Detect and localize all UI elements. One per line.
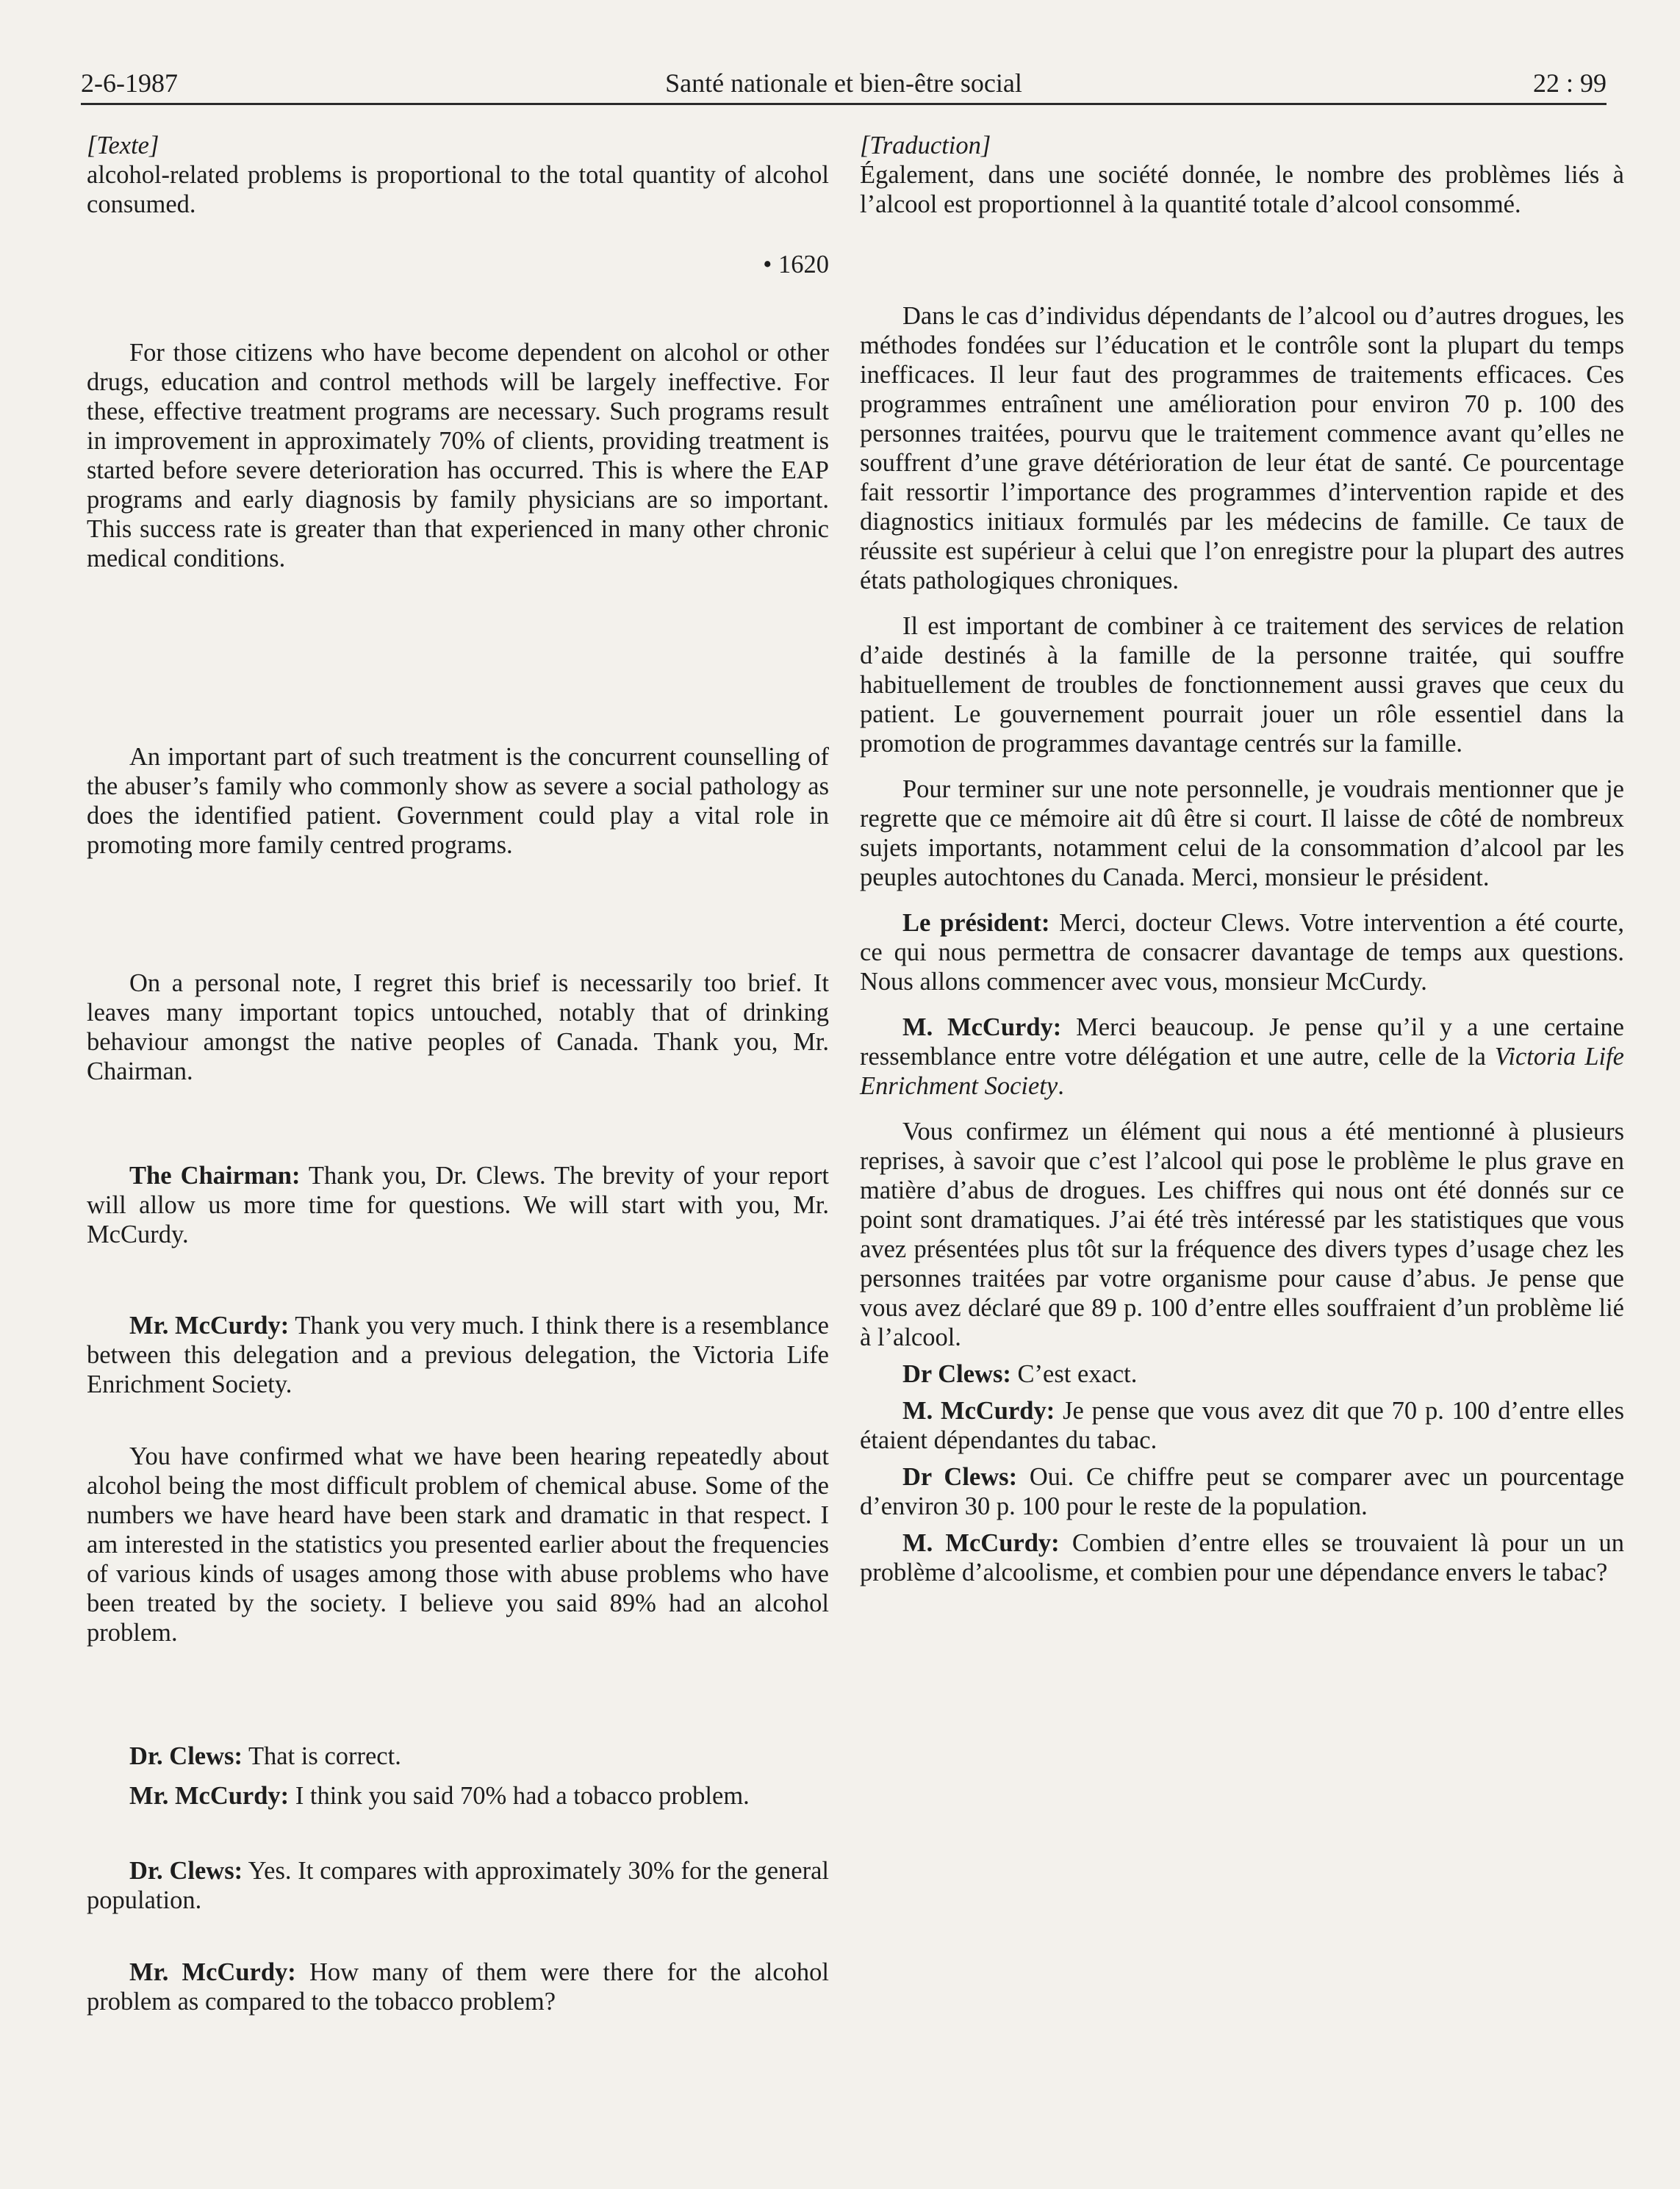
header-date: 2-6-1987	[81, 68, 178, 98]
french-paragraph-8	[860, 1359, 1624, 1389]
page-header	[81, 68, 1607, 104]
french-paragraph-1: Également, dans une société donnée, le nombre des problèmes liés à l’alcool est proportionnel à la quantité totale d’alcool consommé.	[860, 161, 1624, 218]
speaker-mccurdy: M. McCurdy:	[902, 1397, 1055, 1425]
speech-text: C’est exact.	[1010, 1360, 1138, 1388]
french-paragraph-7: Vous confirmez un élément qui nous a été mentionné à plusieurs reprises, à savoir que c’est l’alcool qui pose le problème le plus grave en matière d’abus de drogues. Les chiffres qui nous ont été donnés sur ce point sont dramatiques. J’ai été très intéressé par les statistiques que vous avez présentées plus tôt sur la fréquence des divers types d’usage chez les personnes traitées par votre organisme pour cause d’abus. Je pense que vous avez déclaré que 89 p. 100 d’entre elles souffraient d’un problème lié à l’alcool.	[860, 1118, 1624, 1351]
french-paragraph-9	[860, 1396, 1624, 1455]
speech-text: Combien d’entre elles se trouvaient là pour un un problème d’alcoolisme, et combien pour une dépendance envers le tabac?	[860, 1529, 1624, 1586]
french-paragraph-3: Il est important de combiner à ce traitement des services de relation d’aide destinés à la famille de la personne traitée, qui souffre habituellement de troubles de fonctionnement aussi graves que ceux du patient. Le gouvernement pourrait jouer un rôle essentiel dans la promotion de programmes davantage centrés sur la famille.	[860, 612, 1624, 758]
header-title: Santé nationale et bien-être social	[665, 68, 1022, 98]
speaker-mccurdy: Mr. McCurdy:	[129, 1958, 296, 1986]
french-paragraph-11	[860, 1528, 1624, 1587]
speaker-chairman: The Chairman:	[129, 1162, 301, 1190]
english-paragraph-7: You have confirmed what we have been hearing repeatedly about alcohol being the most difficult problem of chemical abuse. Some of the numbers we have heard have been stark and dramatic in that respect. I am interested in the statistics you presented earlier about the frequencies of various kinds of usages among those with abuse problems who have been treated by the society. I believe you said 89% had an alcohol problem.	[87, 1442, 829, 1647]
speaker-clews: Dr Clews:	[902, 1463, 1018, 1491]
english-paragraph-1: alcohol-related problems is proportional to the total quantity of alcohol consumed.	[87, 161, 829, 218]
speech-text: Merci, docteur Clews. Votre intervention a été courte, ce qui nous permettra de consacrer davantage de temps aux questions. Nous allons commencer avec vous, monsieur McCurdy.	[860, 909, 1624, 996]
speech-text: I think you said 70% had a tobacco problem.	[289, 1782, 750, 1810]
speaker-clews: Dr Clews:	[902, 1360, 1011, 1388]
french-paragraph-5	[860, 908, 1624, 996]
speech-text: Oui. Ce chiffre peut se comparer avec un pourcentage d’environ 30 p. 100 pour le reste de la population.	[860, 1463, 1625, 1520]
speaker-clews: Dr. Clews:	[129, 1857, 243, 1885]
speaker-mccurdy: M. McCurdy:	[902, 1013, 1062, 1041]
society-name: Victoria Life Enrichment Society	[860, 1043, 1624, 1100]
time-marker: • 1620	[763, 251, 829, 278]
speech-text: How many of them were there for the alcohol problem as compared to the tobacco problem?	[87, 1958, 829, 2016]
speech-text: Thank you very much. I think there is a resemblance between this delegation and a previous delegation, the Victoria Life Enrichment Society.	[87, 1312, 829, 1398]
speech-text: Thank you, Dr. Clews. The brevity of your report will allow us more time for questions. We will start with you, Mr. McCurdy.	[87, 1162, 829, 1248]
speech-text: That is correct.	[242, 1742, 401, 1770]
speaker-president: Le président:	[902, 909, 1050, 937]
speaker-mccurdy: Mr. McCurdy:	[129, 1782, 290, 1810]
french-column	[860, 131, 1624, 1587]
header-page-number: 22 : 99	[1532, 68, 1607, 98]
speaker-mccurdy: Mr. McCurdy:	[129, 1312, 290, 1340]
english-label: [Texte]	[87, 132, 159, 159]
speaker-clews: Dr. Clews:	[129, 1742, 243, 1770]
english-paragraph-11	[87, 1958, 829, 2016]
english-paragraph-10	[87, 1856, 829, 1915]
speech-text: Yes. It compares with approximately 30% for the general population.	[87, 1857, 829, 1914]
french-paragraph-10	[860, 1462, 1624, 1521]
french-label: [Traduction]	[860, 132, 991, 159]
french-paragraph-4: Pour terminer sur une note personnelle, je voudrais mentionner que je regrette que ce mémoire ait dû être si court. Il laisse de côté de nombreux sujets importants, notamment celui de la consommation d’alcool par les peuples autochtones du Canada. Merci, monsieur le président.	[860, 775, 1624, 891]
english-paragraph-9	[87, 1781, 829, 1811]
french-paragraph-6	[860, 1013, 1624, 1101]
french-paragraph-2: Dans le cas d’individus dépendants de l’alcool ou d’autres drogues, les méthodes fondées sur l’éducation et le contrôle sont la plupart du temps inefficaces. Il leur faut des programmes de traitements efficaces. Ces programmes entraînent une amélioration pour environ 70 p. 100 des personnes traitées, pourvu que le traitement commence avant qu’elles ne souffrent d’une grave détérioration de leur état de santé. Ce pourcentage fait ressortir l’importance des programmes d’intervention rapide et des diagnostics initiaux formulés par les médecins de famille. Ce taux de réussite est supérieur à celui que l’on enregistre pour la plupart des autres états pathologiques chroniques.	[860, 302, 1624, 594]
english-paragraph-3: An important part of such treatment is the concurrent counselling of the abuser’s family who commonly show as severe a social pathology as does the identified patient. Government could play a vital role in promoting more family centred programs.	[87, 743, 829, 859]
speaker-mccurdy: M. McCurdy:	[902, 1529, 1060, 1557]
header-rule	[81, 103, 1607, 105]
english-paragraph-8	[87, 1742, 829, 1771]
english-paragraph-2: For those citizens who have become dependent on alcohol or other drugs, education and control methods will be largely ineffective. For these, effective treatment programs are necessary. Such programs result in improvement in approximately 70% of clients, providing treatment is started before severe deterioration has occurred. This is where the EAP programs and early diagnosis by family physicians are so important. This success rate is greater than that experienced in many other chronic medical conditions.	[87, 339, 829, 572]
speech-text: Merci beaucoup. Je pense qu’il y a une certaine ressemblance entre votre délégation et une autre, celle de la	[860, 1013, 1624, 1071]
english-paragraph-6	[87, 1311, 829, 1399]
english-paragraph-4: On a personal note, I regret this brief is necessarily too brief. It leaves many important topics untouched, notably that of drinking behaviour amongst the native peoples of Canada. Thank you, Mr. Chairman.	[87, 969, 829, 1085]
speech-text: Je pense que vous avez dit que 70 p. 100 d’entre elles étaient dépendantes du tabac.	[860, 1397, 1624, 1454]
english-paragraph-5	[87, 1161, 829, 1249]
speech-text-end: .	[1058, 1072, 1064, 1100]
